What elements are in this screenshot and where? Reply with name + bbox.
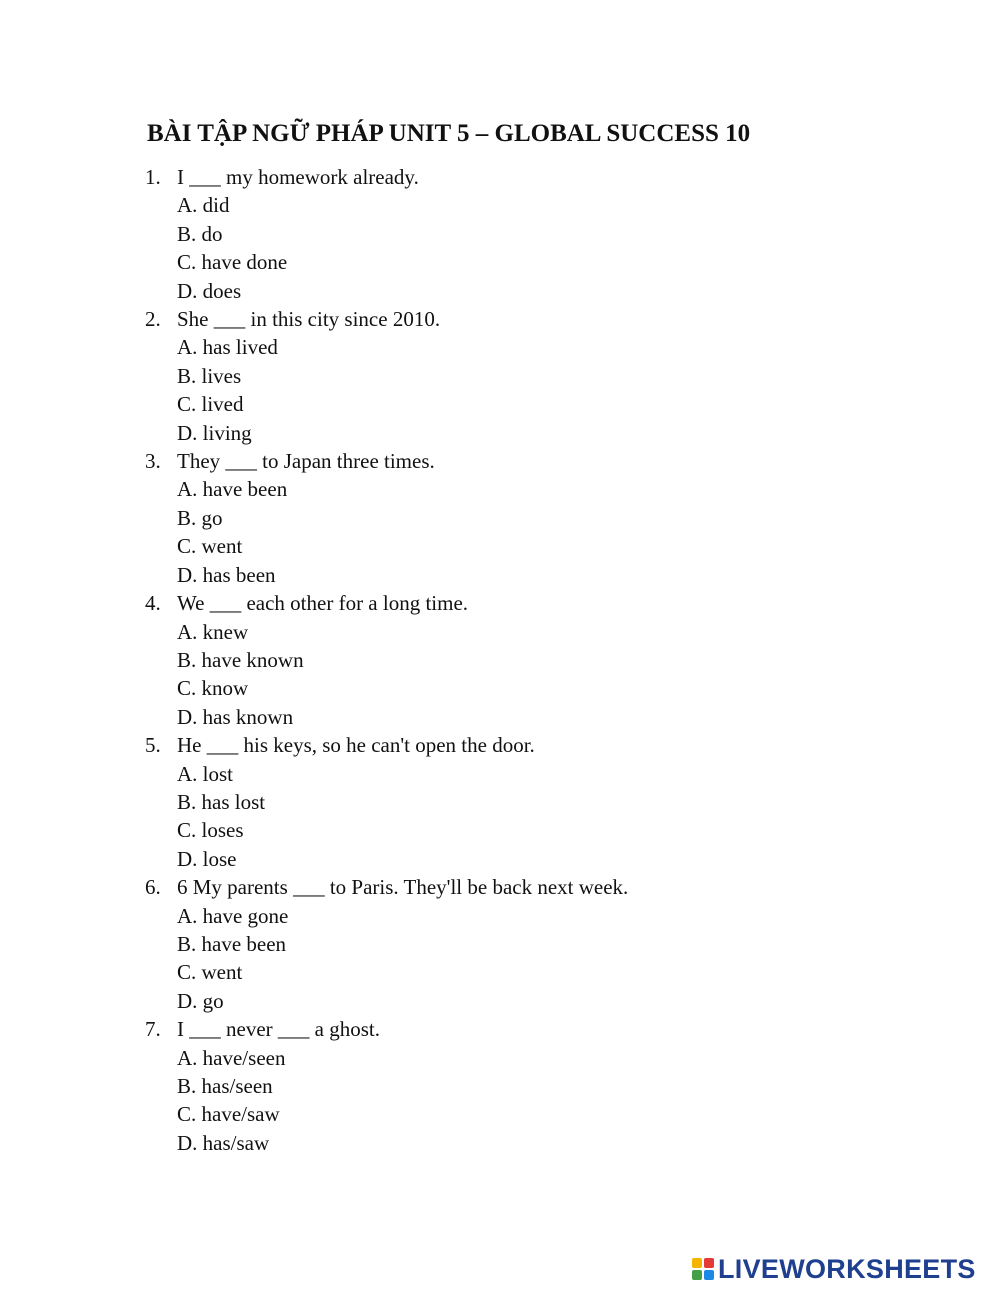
option-a: A. have gone: [177, 903, 289, 928]
option-a: A. did: [177, 193, 230, 218]
logo-cell: [692, 1258, 702, 1268]
option-b: B. has lost: [177, 789, 266, 814]
option-list: [145, 191, 628, 305]
option-d: D. has known: [177, 704, 294, 729]
question-number: 6.: [145, 875, 161, 900]
brand-wordmark: LIVEWORKSHEETS: [718, 1254, 976, 1284]
logo-cell: [704, 1270, 714, 1280]
question-number: 7.: [145, 1017, 161, 1042]
question-list: [145, 163, 628, 1157]
question-text: I ___ my homework already.: [177, 165, 419, 189]
option-list: [145, 760, 628, 874]
question-7: [145, 1015, 628, 1157]
question-5: [145, 731, 628, 873]
question-text: He ___ his keys, so he can't open the door.: [177, 733, 535, 758]
logo-cell: [704, 1258, 714, 1268]
question-number: 1.: [145, 165, 161, 189]
option-b: B. have been: [177, 931, 287, 956]
option-b: B. do: [177, 221, 223, 246]
question-text: 6 My parents ___ to Paris. They'll be back next week.: [177, 875, 629, 900]
question-text: She ___ in this city since 2010.: [177, 307, 441, 332]
option-b: B. has/seen: [177, 1074, 273, 1098]
question-line: [145, 589, 628, 617]
option-list: [145, 618, 628, 732]
option-b: B. lives: [177, 363, 242, 388]
option-d: D. go: [177, 988, 224, 1013]
option-a: A. has lived: [177, 335, 278, 360]
option-a: A. knew: [177, 619, 249, 644]
question-6: [145, 873, 628, 1015]
question-number: 4.: [145, 591, 161, 616]
option-c: C. know: [177, 676, 249, 701]
question-1: [145, 163, 628, 305]
option-d: D. does: [177, 278, 242, 303]
option-list: [145, 902, 628, 1016]
page-title: BÀI TẬP NGỮ PHÁP UNIT 5 – GLOBAL SUCCESS 10: [147, 120, 751, 147]
option-d: D. lose: [177, 846, 237, 871]
option-c: C. have done: [177, 250, 288, 275]
question-text: We ___ each other for a long time.: [177, 591, 469, 616]
option-b: B. have known: [177, 647, 304, 672]
question-line: [145, 1015, 628, 1043]
question-line: [145, 731, 628, 759]
question-2: [145, 305, 628, 447]
option-d: D. has been: [177, 562, 276, 587]
logo-cell: [692, 1270, 702, 1280]
option-d: D. has/saw: [177, 1130, 270, 1155]
question-text: They ___ to Japan three times.: [177, 449, 435, 474]
question-number: 3.: [145, 449, 161, 474]
question-number: 5.: [145, 733, 161, 758]
option-c: C. have/saw: [177, 1102, 280, 1127]
option-list: [145, 1044, 628, 1158]
option-a: A. have/seen: [177, 1045, 286, 1070]
question-3: [145, 447, 628, 589]
option-c: C. went: [177, 960, 243, 985]
option-list: [145, 333, 628, 447]
option-a: A. have been: [177, 477, 288, 502]
question-line: [145, 447, 628, 475]
question-line: [145, 163, 628, 191]
option-list: [145, 475, 628, 589]
liveworksheets-logo-icon: [692, 1258, 714, 1280]
option-b: B. go: [177, 505, 223, 530]
question-line: [145, 873, 628, 901]
question-line: [145, 305, 628, 333]
question-4: [145, 589, 628, 731]
question-text: I ___ never ___ a ghost.: [177, 1017, 380, 1042]
question-number: 2.: [145, 307, 161, 332]
option-c: C. loses: [177, 818, 244, 843]
option-a: A. lost: [177, 761, 234, 786]
liveworksheets-brand: [692, 1254, 976, 1284]
option-c: C. lived: [177, 392, 244, 417]
option-d: D. living: [177, 420, 252, 445]
option-c: C. went: [177, 534, 243, 559]
